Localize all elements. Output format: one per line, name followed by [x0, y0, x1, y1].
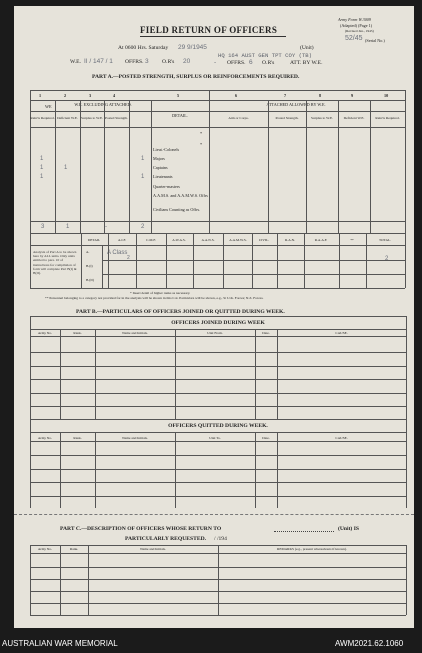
sub-header-8: Deficient W.E. — [343, 116, 365, 120]
army-form-line3: (Revised Jan., 1945) — [345, 29, 374, 33]
rank-5: A.A.M.S. and A.A.M.W.S. Offrs — [153, 193, 208, 198]
part-c-unit-blank — [274, 531, 334, 532]
part-c-header-1: Rank. — [69, 547, 79, 551]
col1-value-1: 1 — [40, 165, 44, 171]
analysis-row-2: B.(II) — [86, 278, 94, 282]
army-form-line1: Army Form W.3009 — [338, 17, 371, 22]
part-a-rule — [30, 245, 405, 246]
title-underline — [140, 36, 286, 37]
ors-value: 20 — [183, 58, 191, 65]
part-c-header-0: Army No. — [37, 547, 53, 551]
part-c-title-line2: PARTICULARLY REQUESTED. — [125, 536, 207, 542]
joined-header-2: Name and Initials. — [122, 331, 148, 335]
part-c-row-rule — [30, 591, 406, 592]
analysis-row-a-sub: 2 — [127, 255, 130, 261]
part-c-title-left: PART C.—DESCRIPTION OF OFFICERS WHOSE RETURN TO — [60, 526, 222, 532]
part-b-row-rule — [30, 352, 406, 353]
we-label: W.E. — [70, 59, 81, 65]
attached-header: ATTACHED ALLOWED BY W.E. — [266, 102, 326, 107]
unit-label: (Unit) — [300, 45, 314, 51]
sub-header-1: Rein'ts Required. — [30, 116, 55, 120]
col4-value-0: 1 — [141, 156, 145, 162]
part-c-row-rule — [30, 615, 406, 616]
joined-header-4: Date. — [262, 331, 270, 335]
part-b-rule — [406, 316, 407, 419]
offrs2-label: OFFRS. — [227, 60, 246, 66]
part-b-col-rule — [95, 432, 96, 508]
perforation-line — [14, 514, 414, 515]
we-excl-header: W.E. EXCLUDING ATTACHED. — [74, 102, 132, 107]
sub-header-3: Surplus to W.E. — [81, 116, 103, 120]
rank-1: Majors — [153, 156, 165, 161]
joined-header-0: Army No. — [37, 331, 53, 335]
offrs-value: 3 — [145, 58, 149, 65]
analysis-header-5: A.A.M.W.S. — [229, 238, 247, 242]
analysis-row-0: A. — [86, 250, 90, 254]
quitted-header-4: Date. — [262, 436, 270, 440]
col-number-10: 10 — [384, 93, 389, 98]
sub-header-2: Deficient W.E. — [57, 116, 78, 120]
rank-0: Lieut.-Colonels — [153, 147, 180, 152]
analysis-note: Analysis of Part A to be shown here by ALL units. Only units entitled to para. 10 of instructions for compilation of form will complete Part B(I) & B(II). — [33, 250, 77, 276]
joined-header-3: Unit From. — [207, 331, 223, 335]
analysis-row-rule — [102, 260, 405, 261]
quitted-header-1: Rank. — [73, 436, 82, 440]
col-number-4: 4 — [113, 93, 116, 98]
analysis-col-rule — [102, 245, 103, 288]
sub-header-9: Rein'ts Required. — [375, 116, 400, 120]
rank-6: Civilians Counting as Offrs. — [153, 207, 201, 212]
part-b-row-rule — [30, 393, 406, 394]
analysis-total-value: 2 — [385, 256, 389, 262]
ors2-value: 6 — [249, 59, 253, 66]
col-number-7: 7 — [284, 93, 287, 98]
analysis-header-6: CIVIL. — [258, 238, 270, 242]
at-date: 29 9/1945 — [178, 44, 207, 51]
part-a-title: PART A.—POSTED STRENGTH, SURPLUS OR REINFORCEMENTS REQUIRED. — [92, 74, 300, 80]
col2-value-0: 1 — [64, 165, 68, 171]
total-value-0: 3 — [41, 224, 45, 230]
quitted-header-5: CAUSE. — [335, 436, 348, 440]
part-a-top-rule — [30, 90, 405, 91]
sub-header-5: Arm or Corps. — [228, 116, 249, 120]
quitted-header-2: Name and Initials. — [122, 436, 148, 440]
part-c-col-rule — [88, 545, 89, 615]
part-b-rule — [30, 419, 406, 420]
part-a-rule — [30, 221, 405, 222]
part-c-col-rule — [60, 545, 61, 615]
part-a-col-rule — [129, 100, 130, 233]
part-b-rule — [30, 441, 406, 442]
we-value: II / 147 / 1 — [84, 58, 113, 65]
footer-bar — [0, 629, 422, 653]
rank-4: Quarter-masters — [153, 184, 180, 189]
total-value-3: 2 — [141, 224, 145, 230]
part-b-rule — [30, 329, 406, 330]
note-1: * Insert detail of higher ranks as necessary. — [130, 291, 191, 295]
analysis-header-8: R.A.A.F. — [314, 238, 328, 242]
analysis-header-9: ** — [350, 238, 354, 242]
offrs-label: OFFRS. — [125, 59, 144, 65]
analysis-header-2: C.M.F. — [146, 238, 156, 242]
part-b-rule — [30, 432, 406, 433]
part-c-rule — [406, 545, 407, 615]
part-b-col-rule — [277, 432, 278, 508]
part-a-right-rule — [405, 90, 406, 288]
unit-value: HQ 164 AUST GEN TPT COY (TB) — [218, 52, 312, 59]
part-c-header-3: REMARKS (e.g., present whereabouts if known). — [277, 547, 347, 551]
part-a-rule — [30, 233, 405, 234]
detail-label: DETAIL. — [172, 113, 188, 118]
col1-value-0: 1 — [40, 156, 44, 162]
sub-header-4: Posted Strength. — [105, 116, 128, 120]
rank-3: Lieutenants — [153, 174, 173, 179]
part-b-row-rule — [30, 455, 406, 456]
footer-left: AUSTRALIAN WAR MEMORIAL — [2, 639, 118, 648]
part-c-row-rule — [30, 603, 406, 604]
offrs2-value: - — [214, 59, 217, 66]
part-c-row-rule — [30, 579, 406, 580]
asterisk: * — [200, 131, 203, 136]
part-b-rule — [30, 336, 406, 337]
sub-header-6: Posted Strength. — [275, 116, 299, 120]
part-c-title-right: (Unit) IS — [338, 526, 359, 532]
analysis-header-7: R.A.N. — [284, 238, 295, 242]
col-number-2: 2 — [64, 93, 67, 98]
part-c-date: / /194 — [214, 536, 227, 542]
asterisk: * — [200, 142, 203, 147]
part-b-col-rule — [255, 432, 256, 508]
quitted-title: OFFICERS QUITTED DURING WEEK. — [168, 423, 268, 429]
analysis-header-10: TOTAL. — [378, 238, 391, 242]
part-b-row-rule — [30, 482, 406, 483]
note-2: ** Personnel belonging to a category not provided for in the analysis will be shown in this Col. Particulars will be shown, e.g., St U.K. Forces; N.Z. Forces. — [45, 296, 264, 300]
part-a-bottom-rule — [30, 288, 405, 289]
part-b-col-rule — [60, 432, 61, 508]
part-b-row-rule — [30, 406, 406, 407]
part-b-row-rule — [30, 366, 406, 367]
att-label: ATT. BY W.E. — [290, 60, 323, 66]
col-number-3: 3 — [89, 93, 92, 98]
part-b-col-rule — [175, 432, 176, 508]
joined-title: OFFICERS JOINED DURING WEEK — [171, 320, 265, 326]
at-label: At 0600 Hrs. Saturday — [118, 45, 169, 51]
part-a-rule — [30, 111, 405, 112]
joined-header-1: Rank. — [73, 331, 82, 335]
form-code: 52/45 — [345, 35, 363, 42]
part-b-row-rule — [30, 379, 406, 380]
col1-value-2: 1 — [40, 174, 44, 180]
army-form-line2: (Adapted) (Page 1) — [340, 23, 373, 28]
footer-right: AWM2021.62.1060 — [335, 639, 404, 648]
part-a-col-rule — [209, 90, 210, 100]
part-c-rule — [30, 545, 31, 615]
col-number-9: 9 — [351, 93, 354, 98]
part-c-col-rule — [218, 545, 219, 615]
part-a-rule — [30, 100, 405, 101]
total-value-2: - — [105, 224, 107, 230]
ors2-label: O.R's — [262, 60, 275, 66]
part-b-rule — [406, 419, 407, 508]
part-c-row-rule — [30, 567, 406, 568]
analysis-header-4: A.A.N.S. — [201, 238, 215, 242]
analysis-header-0: DETAIL — [87, 238, 101, 242]
col-number-6: 6 — [235, 93, 238, 98]
col4-value-1: 1 — [141, 174, 145, 180]
joined-header-5: CAUSE. — [335, 331, 348, 335]
col-number-1: 1 — [39, 93, 42, 98]
part-b-rule — [30, 316, 406, 317]
part-b-row-rule — [30, 496, 406, 497]
analysis-row-a-value: A Class — [107, 250, 128, 256]
analysis-header-1: A.I.F. — [118, 238, 126, 242]
rank-2: Captains — [153, 165, 168, 170]
part-a-rule — [30, 127, 405, 128]
quitted-header-0: Army No. — [37, 436, 53, 440]
analysis-row-1: B.(I) — [86, 264, 93, 268]
quitted-header-3: Unit To. — [209, 436, 221, 440]
part-c-header-2: Name and Initials. — [140, 547, 166, 551]
serial-label: (Serial No.) — [365, 38, 385, 43]
part-b-row-rule — [30, 469, 406, 470]
analysis-header-3: A.W.A.S. — [172, 238, 186, 242]
total-value-1: 1 — [66, 224, 70, 230]
form-title: FIELD RETURN OF OFFICERS — [140, 25, 278, 35]
part-b-title: PART B.—PARTICULARS OF OFFICERS JOINED OR QUITTED DURING WEEK. — [76, 309, 285, 315]
part-a-col-rule — [151, 100, 152, 233]
col-number-8: 8 — [319, 93, 322, 98]
col-number-5: 5 — [177, 93, 180, 98]
we-marker: WE — [45, 104, 52, 109]
ors-label: O.R's — [162, 59, 175, 65]
analysis-row-rule — [102, 274, 405, 275]
sub-header-7: Surplus to W.E. — [311, 116, 333, 120]
